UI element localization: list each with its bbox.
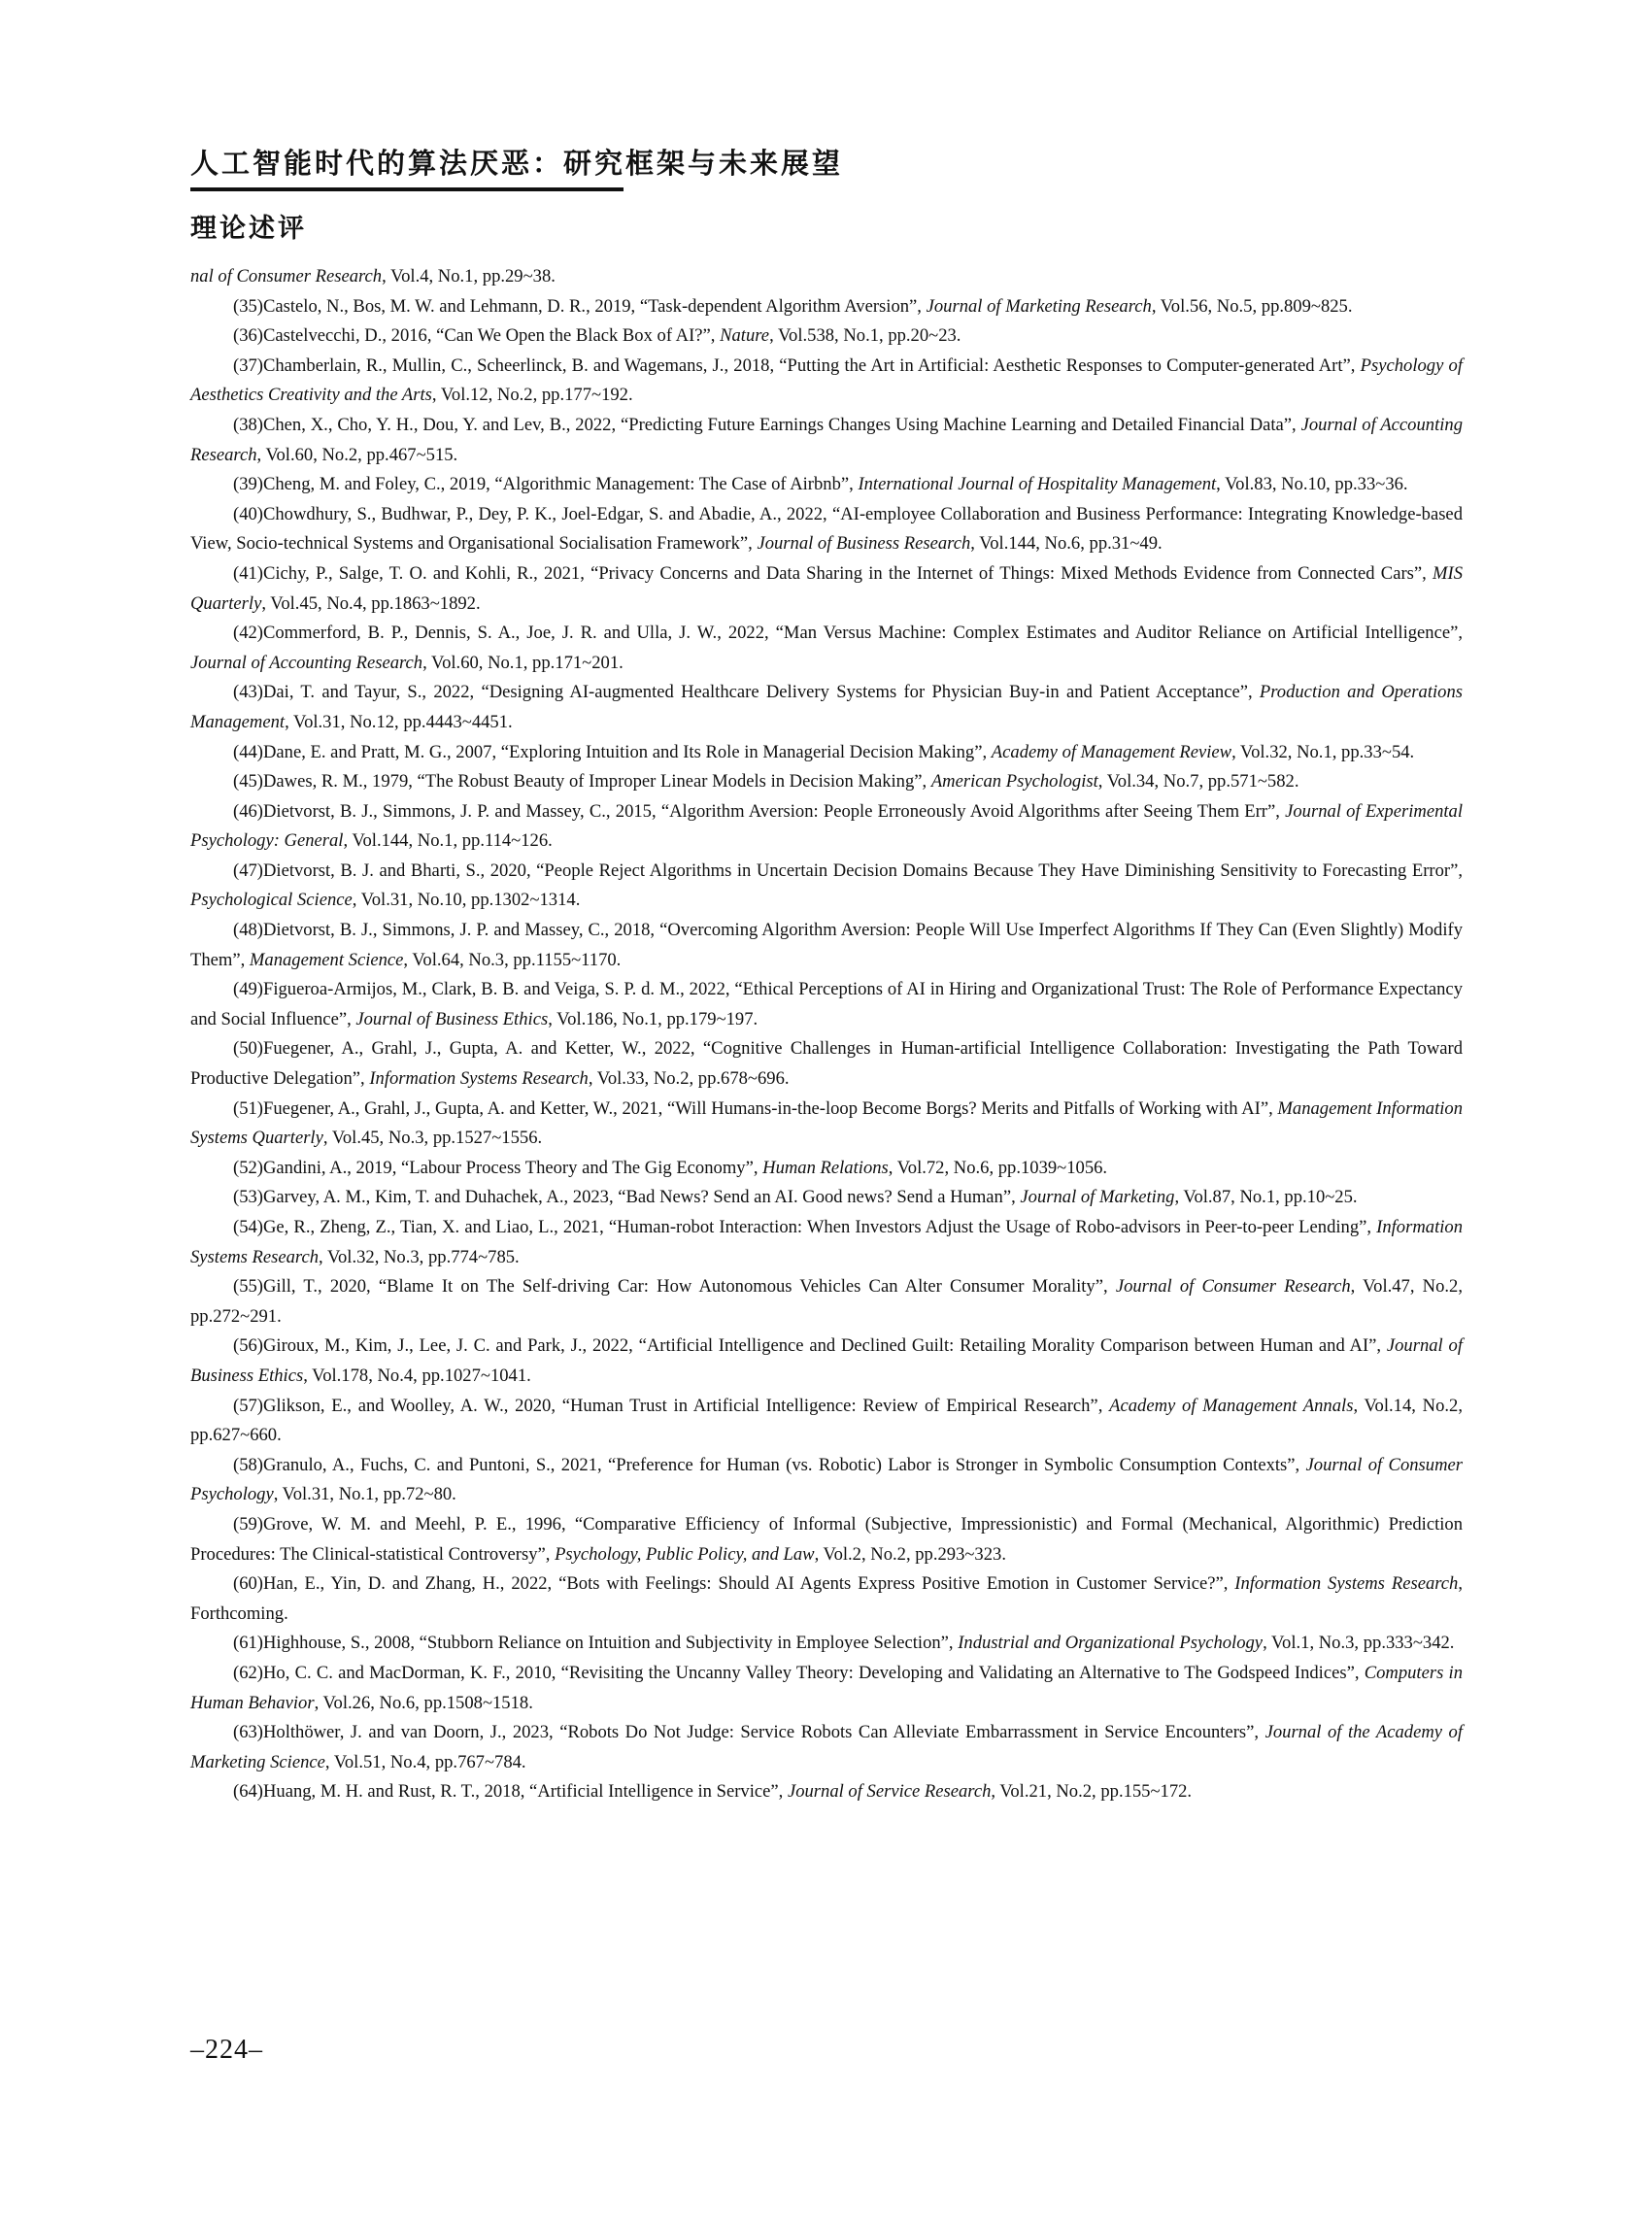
reference-details: , Vol.60, No.2, pp.467~515. — [256, 444, 458, 465]
reference-text: (62)Ho, C. C. and MacDorman, K. F., 2010, “Revisiting the Uncanny Valley Theory: Developing and Validating an Alternative to The Godspeed Indices”, — [233, 1662, 1365, 1683]
reference-text: (51)Fuegener, A., Grahl, J., Gupta, A. and Ketter, W., 2021, “Will Humans-in-the-loop Become Borgs? Merits and Pitfalls of Working with AI”, — [233, 1097, 1278, 1119]
reference-item — [190, 1095, 1463, 1154]
reference-item — [190, 857, 1463, 916]
reference-text: (47)Dietvorst, B. J. and Bharti, S., 2020, “People Reject Algorithms in Uncertain Decision Domains Because They Have Diminishing Sensitivity to Forecasting Error”, — [233, 860, 1463, 881]
reference-details: , Vol.45, No.3, pp.1527~1556. — [322, 1128, 543, 1149]
reference-details: , Vol.32, No.3, pp.774~785. — [319, 1246, 520, 1267]
reference-item — [190, 1777, 1463, 1807]
reference-item — [190, 1718, 1463, 1777]
journal-name: Journal of Accounting Research — [190, 652, 423, 673]
journal-name: nal of Consumer Research — [190, 266, 383, 287]
journal-name: Psychology of Aesthetics Creativity and the Arts — [190, 354, 1463, 406]
reference-item — [190, 1451, 1463, 1510]
journal-name: Journal of Service Research — [787, 1781, 992, 1803]
journal-name: Journal of the Academy of Marketing Science — [190, 1722, 1463, 1772]
reference-details: , Vol.538, No.1, pp.20~23. — [769, 325, 961, 347]
reference-item — [190, 619, 1463, 678]
journal-name: Journal of Experimental Psychology: General — [190, 800, 1463, 852]
reference-details: , Vol.21, No.2, pp.155~172. — [991, 1781, 1193, 1803]
reference-details: , Vol.56, No.5, pp.809~825. — [1151, 295, 1353, 317]
reference-text: (49)Figueroa-Armijos, M., Clark, B. B. and Veiga, S. P. d. M., 2022, “Ethical Perceptions of AI in Hiring and Organizational Trust: The Role of Performance Expectancy and Social Influence”, — [190, 979, 1463, 1029]
reference-text: (46)Dietvorst, B. J., Simmons, J. P. and Massey, C., 2015, “Algorithm Aversion: People Erroneously Avoid Algorithms after Seeing Them Err”, — [233, 800, 1286, 822]
reference-text: (60)Han, E., Yin, D. and Zhang, H., 2022, “Bots with Feelings: Should AI Agents Express Positive Emotion in Customer Service?”, — [233, 1573, 1235, 1595]
reference-text: (55)Gill, T., 2020, “Blame It on The Self-driving Car: How Autonomous Vehicles Can Alter Consumer Morality”, — [233, 1276, 1116, 1298]
reference-details: , Vol.144, No.6, pp.31~49. — [970, 533, 1163, 555]
reference-details: , Vol.12, No.2, pp.177~192. — [431, 385, 633, 406]
reference-details: , Vol.26, No.6, pp.1508~1518. — [314, 1692, 533, 1713]
journal-name: International Journal of Hospitality Management — [858, 474, 1217, 495]
reference-item — [190, 1034, 1463, 1094]
reference-text: (44)Dane, E. and Pratt, M. G., 2007, “Exploring Intuition and Its Role in Managerial Decision Making”, — [233, 741, 992, 762]
reference-item — [190, 1183, 1463, 1213]
reference-item — [190, 767, 1463, 797]
reference-text: (59)Grove, W. M. and Meehl, P. E., 1996, “Comparative Efficiency of Informal (Subjective, Impressionistic) and Formal (Mechanical, Algorithmic) Prediction Procedures: The Clinical-statistical Controversy”, — [190, 1513, 1463, 1565]
journal-name: Human Relations — [762, 1157, 889, 1178]
reference-item — [190, 1659, 1463, 1718]
reference-text: (37)Chamberlain, R., Mullin, C., Scheerlinck, B. and Wagemans, J., 2018, “Putting the Art in Artificial: Aesthetic Responses to Computer-generated Art”, — [233, 354, 1361, 376]
reference-item — [190, 738, 1463, 768]
reference-details: , Vol.31, No.12, pp.4443~4451. — [285, 711, 513, 732]
reference-item — [190, 678, 1463, 737]
header-rule — [190, 187, 624, 191]
reference-item — [190, 411, 1463, 470]
reference-text: (42)Commerford, B. P., Dennis, S. A., Joe, J. R. and Ulla, J. W., 2022, “Man Versus Machine: Complex Estimates and Auditor Reliance on Artificial Intelligence”, — [233, 623, 1463, 644]
reference-text: (50)Fuegener, A., Grahl, J., Gupta, A. and Ketter, W., 2022, “Cognitive Challenges in Human-artificial Intelligence Collaboration: Investigating the Path Toward Productive Delegation”, — [190, 1038, 1463, 1090]
running-title: 人工智能时代的算法厌恶：研究框架与未来展望 — [190, 147, 844, 180]
journal-name: Journal of Marketing — [1020, 1187, 1175, 1208]
reference-details: , Vol.14, No.2, pp.627~660. — [190, 1395, 1463, 1446]
reference-list — [190, 262, 1463, 1807]
reference-details: , Vol.186, No.1, pp.179~197. — [548, 1008, 759, 1029]
reference-details: , Forthcoming. — [190, 1573, 1463, 1624]
reference-text: (58)Granulo, A., Fuchs, C. and Puntoni, S., 2021, “Preference for Human (vs. Robotic) Labor is Stronger in Symbolic Consumption Contexts”, — [233, 1454, 1306, 1475]
running-header — [190, 142, 870, 245]
journal-name: Academy of Management Review — [991, 741, 1232, 762]
reference-details: , Vol.60, No.1, pp.171~201. — [422, 652, 624, 673]
reference-text: (53)Garvey, A. M., Kim, T. and Duhachek, A., 2023, “Bad News? Send an AI. Good news? Send a Human”, — [233, 1187, 1021, 1208]
reference-text: (61)Highhouse, S., 2008, “Stubborn Reliance on Intuition and Subjectivity in Employee Selection”, — [233, 1633, 959, 1654]
reference-text: (41)Cichy, P., Salge, T. O. and Kohli, R., 2021, “Privacy Concerns and Data Sharing in the Internet of Things: Mixed Methods Evidence from Connected Cars”, — [233, 562, 1433, 584]
reference-text: (43)Dai, T. and Tayur, S., 2022, “Designing AI-augmented Healthcare Delivery Systems for Physician Buy-in and Patient Acceptance”, — [233, 682, 1260, 703]
journal-name: Journal of Business Ethics — [190, 1335, 1463, 1386]
reference-item — [190, 470, 1463, 500]
reference-item — [190, 1332, 1463, 1391]
reference-text: (54)Ge, R., Zheng, Z., Tian, X. and Liao, L., 2021, “Human-robot Interaction: When Investors Adjust the Usage of Robo-advisors in Peer-to-peer Lending”, — [233, 1217, 1377, 1237]
reference-text: (56)Giroux, M., Kim, J., Lee, J. C. and Park, J., 2022, “Artificial Intelligence and Declined Guilt: Retailing Morality Comparison between Human and AI”, — [233, 1335, 1387, 1357]
reference-item — [190, 1629, 1463, 1659]
reference-details: , Vol.87, No.1, pp.10~25. — [1174, 1187, 1358, 1208]
reference-details: , Vol.51, No.4, pp.767~784. — [324, 1751, 526, 1772]
reference-item — [190, 797, 1463, 857]
journal-name: Psychology, Public Policy, and Law — [555, 1543, 815, 1565]
reference-item — [190, 1213, 1463, 1272]
journal-name: American Psychologist — [930, 771, 1098, 793]
journal-name: Management Information Systems Quarterly — [190, 1097, 1463, 1149]
journal-name: Computers in Human Behavior — [190, 1662, 1463, 1713]
reference-details: , Vol.2, No.2, pp.293~323. — [814, 1543, 1006, 1565]
reference-item — [190, 292, 1463, 322]
reference-text: (39)Cheng, M. and Foley, C., 2019, “Algorithmic Management: The Case of Airbnb”, — [233, 474, 859, 495]
journal-name: Information Systems Research — [1234, 1573, 1459, 1595]
reference-details: , Vol.178, No.4, pp.1027~1041. — [303, 1365, 531, 1386]
journal-name: Journal of Accounting Research — [190, 414, 1463, 465]
journal-name: Journal of Marketing Research — [926, 295, 1152, 317]
reference-item — [190, 1569, 1463, 1629]
journal-name: Information Systems Research — [190, 1217, 1463, 1267]
reference-text: (45)Dawes, R. M., 1979, “The Robust Beauty of Improper Linear Models in Decision Making”, — [233, 771, 931, 793]
reference-item — [190, 262, 1463, 292]
reference-item — [190, 559, 1463, 619]
journal-name: Production and Operations Management — [190, 682, 1463, 732]
reference-item — [190, 1154, 1463, 1184]
journal-name: Journal of Business Research — [757, 533, 971, 555]
reference-details: , Vol.72, No.6, pp.1039~1056. — [888, 1157, 1108, 1178]
journal-name: Management Science — [249, 949, 404, 970]
journal-name: Information Systems Research — [369, 1068, 589, 1090]
reference-text: (35)Castelo, N., Bos, M. W. and Lehmann, D. R., 2019, “Task-dependent Algorithm Aversion”, — [233, 295, 927, 317]
reference-details: , Vol.83, No.10, pp.33~36. — [1216, 474, 1408, 495]
reference-text: (38)Chen, X., Cho, Y. H., Dou, Y. and Lev, B., 2022, “Predicting Future Earnings Changes Using Machine Learning and Detailed Financial Data”, — [233, 414, 1301, 435]
reference-item — [190, 975, 1463, 1034]
reference-details: , Vol.33, No.2, pp.678~696. — [588, 1068, 790, 1090]
journal-name: Academy of Management Annals — [1109, 1395, 1354, 1416]
reference-details: , Vol.4, No.1, pp.29~38. — [382, 266, 556, 287]
reference-item — [190, 352, 1463, 411]
reference-text: (48)Dietvorst, B. J., Simmons, J. P. and Massey, C., 2018, “Overcoming Algorithm Aversion: People Will Use Imperfect Algorithms If They Can (Even Slightly) Modify Them”, — [190, 920, 1463, 970]
reference-item — [190, 1392, 1463, 1451]
journal-name: Journal of Consumer Research — [1115, 1276, 1351, 1298]
reference-text: (52)Gandini, A., 2019, “Labour Process Theory and The Gig Economy”, — [233, 1157, 763, 1178]
reference-text: (40)Chowdhury, S., Budhwar, P., Dey, P. K., Joel-Edgar, S. and Abadie, A., 2022, “AI-employee Collaboration and Business Performance: Integrating Knowledge-based View, Socio-technical Systems and Organisational Socialisation Framework”, — [190, 503, 1463, 555]
reference-details: , Vol.144, No.1, pp.114~126. — [343, 830, 553, 852]
journal-name: MIS Quarterly — [190, 562, 1463, 614]
reference-item — [190, 1272, 1463, 1332]
reference-text: (63)Holthöwer, J. and van Doorn, J., 2023, “Robots Do Not Judge: Service Robots Can Alleviate Embarrassment in Service Encounters”, — [233, 1722, 1265, 1743]
reference-details: , Vol.64, No.3, pp.1155~1170. — [403, 949, 622, 970]
journal-name: Nature — [720, 325, 770, 347]
reference-item — [190, 500, 1463, 559]
reference-details: , Vol.31, No.1, pp.72~80. — [273, 1484, 456, 1505]
reference-item — [190, 916, 1463, 975]
section-label: 理论述评 — [190, 214, 307, 244]
journal-name: Journal of Consumer Psychology — [190, 1454, 1463, 1505]
reference-text: (64)Huang, M. H. and Rust, R. T., 2018, “Artificial Intelligence in Service”, — [233, 1781, 788, 1803]
reference-details: , Vol.45, No.4, pp.1863~1892. — [261, 592, 481, 614]
page-number: –224– — [190, 2035, 263, 2065]
reference-details: , Vol.1, No.3, pp.333~342. — [1263, 1633, 1455, 1654]
reference-details: , Vol.47, No.2, pp.272~291. — [190, 1276, 1464, 1327]
journal-name: Industrial and Organizational Psychology — [958, 1633, 1264, 1654]
reference-text: (36)Castelvecchi, D., 2016, “Can We Open the Black Box of AI?”, — [233, 325, 721, 347]
reference-details: , Vol.34, No.7, pp.571~582. — [1097, 771, 1299, 793]
reference-text: (57)Glikson, E., and Woolley, A. W., 2020, “Human Trust in Artificial Intelligence: Review of Empirical Research”, — [233, 1395, 1110, 1416]
reference-item — [190, 1510, 1463, 1569]
reference-details: , Vol.31, No.10, pp.1302~1314. — [352, 890, 581, 911]
journal-name: Journal of Business Ethics — [355, 1008, 549, 1029]
reference-item — [190, 321, 1463, 352]
reference-details: , Vol.32, No.1, pp.33~54. — [1231, 741, 1415, 762]
journal-name: Psychological Science — [190, 890, 353, 911]
